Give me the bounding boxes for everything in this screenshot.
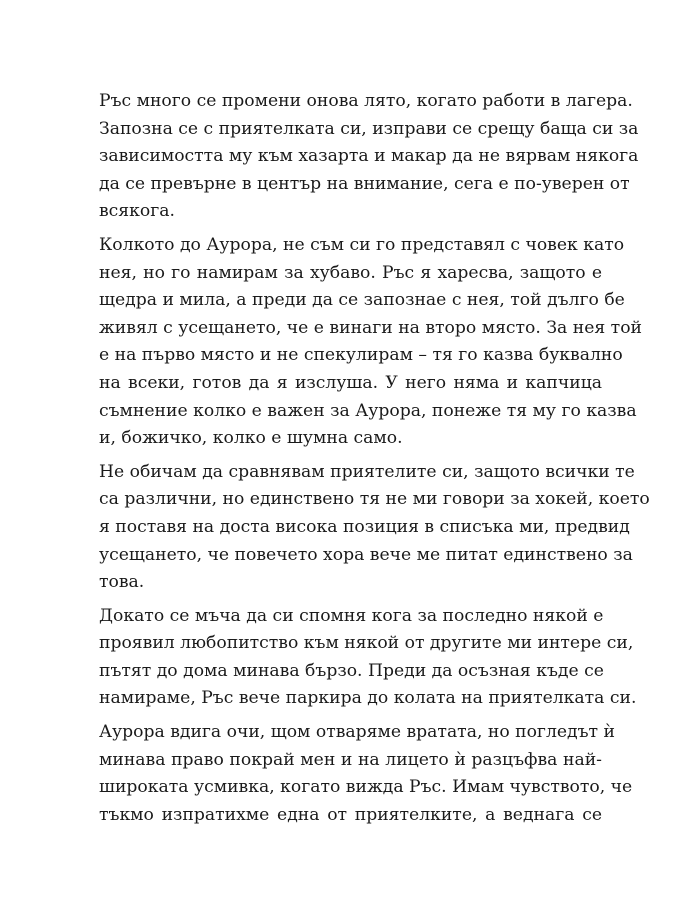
text-line: това. (99, 572, 145, 593)
paragraph-5 (99, 719, 633, 829)
text-line: пътят до дома минава бързо. Преди да осъзная къде се (99, 660, 604, 681)
text-line: Аурора вдига очи, щом отваряме вратата, но погледът ѝ (99, 722, 615, 743)
text-line: Ръс много се промени онова лято, когато работи в лагера. (99, 91, 633, 111)
text-line: Не обичам да сравнявам приятелите си, защото всички те (99, 461, 635, 482)
paragraph-2 (99, 232, 642, 453)
text-line: я поставя на доста висока позиция в списъка ми, предвид (99, 516, 630, 537)
text-line: всякога. (99, 201, 175, 222)
text-line: Запозна се с приятелката си, изправи се срещу баща си за (99, 118, 639, 139)
text-line: съмнение колко е важен за Аурора, понеже тя му го казва (99, 400, 637, 421)
text-line: щедра и мила, а преди да се запознае с нея, той дълго бе (99, 290, 625, 311)
text-line: да се превърне в център на внимание, сега е по-уверен от (99, 173, 630, 194)
paragraph-3 (99, 459, 650, 597)
text-line: са различни, но единствено тя не ми говори за хокей, което (99, 489, 650, 510)
text-line: усещането, че повечето хора вече ме питат единствено за (99, 544, 633, 565)
paragraph-4 (99, 603, 637, 713)
text-line: живял с усещането, че е винаги на второ място. За нея той (99, 317, 642, 338)
paragraph-1 (99, 88, 639, 226)
text-line: е на първо място и не спекулирам – тя го казва буквално (99, 345, 623, 366)
book-page-text (99, 88, 650, 835)
text-line: тъкмо изпратихме една от приятелките, а веднага се (99, 804, 602, 825)
text-line: нея, но го намирам за хубаво. Ръс я харесва, защото е (99, 262, 602, 283)
text-line: зависимостта му към хазарта и макар да не вярвам някога (99, 146, 639, 167)
text-line: на всеки, готов да я изслуша. У него няма и капчица (99, 372, 602, 393)
text-line: Колкото до Аурора, не съм си го представял с човек като (99, 234, 625, 255)
text-line: Докато се мъча да си спомня кога за последно някой е (99, 605, 604, 626)
text-line: намираме, Ръс вече паркира до колата на приятелката си. (99, 688, 637, 709)
text-line: и, божичко, колко е шумна само. (99, 428, 403, 449)
text-line: широката усмивка, когато вижда Ръс. Имам чувството, че (99, 777, 633, 798)
text-line: проявил любопитство към някой от другите ми интере си, (99, 633, 634, 654)
text-line: минава право покрай мен и на лицето ѝ разцъфва най- (99, 749, 602, 770)
